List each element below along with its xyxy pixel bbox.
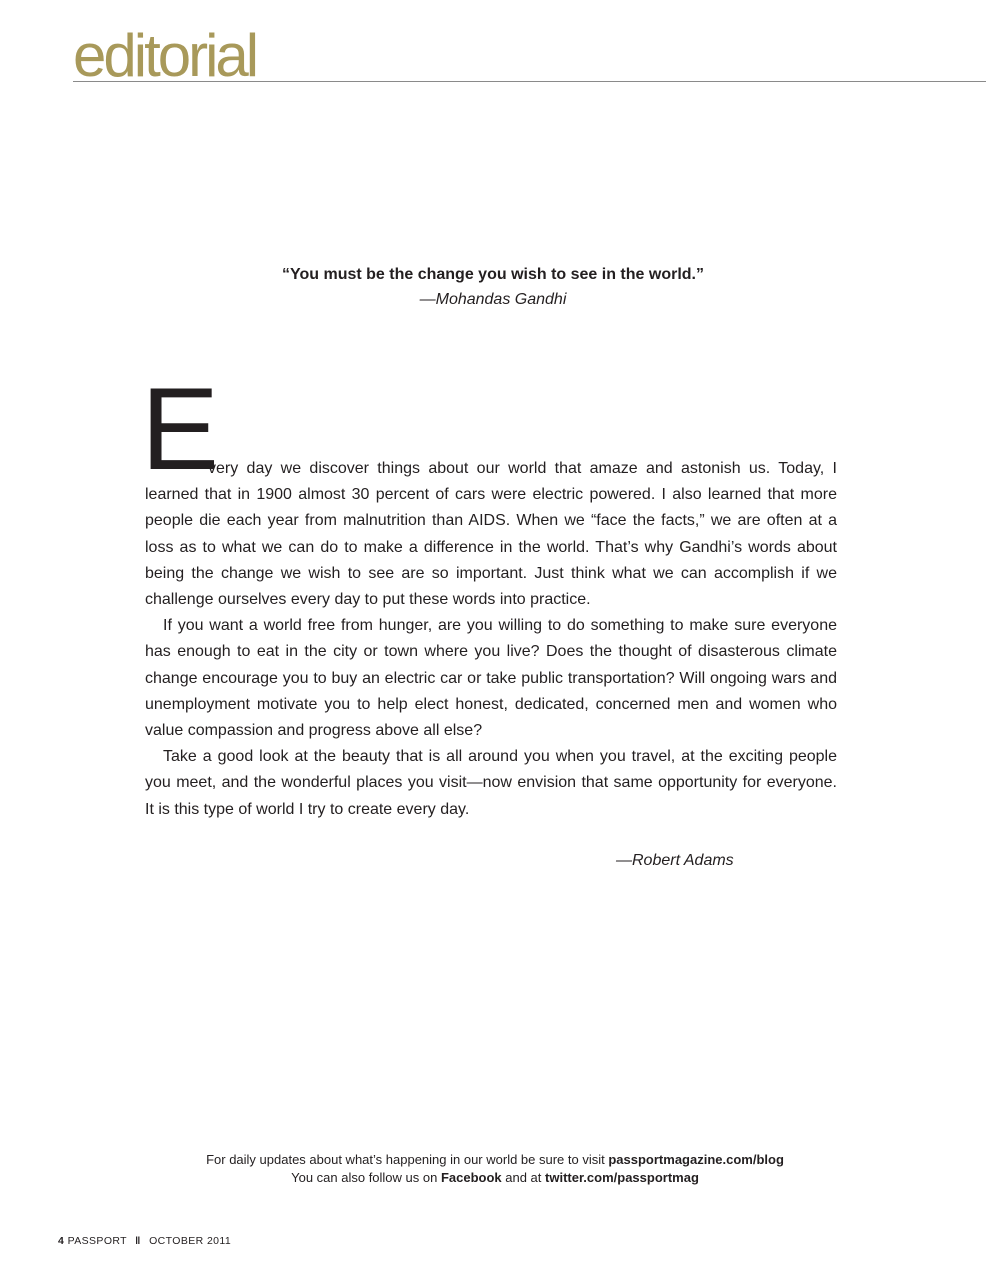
promo-line-1-text: For daily updates about what’s happening in our world be sure to visit <box>206 1152 609 1167</box>
twitter-link[interactable]: twitter.com/passportmag <box>545 1170 699 1185</box>
epigraph-quote: “You must be the change you wish to see in the world.” <box>282 266 704 283</box>
epigraph <box>0 263 986 313</box>
paragraph-3: Take a good look at the beauty that is all around you when you travel, at the exciting people you meet, and the wonderful places you visit—now envision that same opportunity for everyone. It is this type of world I try to create every day. <box>145 748 837 818</box>
epigraph-attribution: —Mohandas Gandhi <box>419 291 567 308</box>
section-title: editorial <box>73 22 257 89</box>
paragraph-1 <box>141 363 837 613</box>
paragraph-1-text: very day we discover things about our world that amaze and astonish us. Today, I learned that in 1900 almost 30 percent of cars were electric powered. I also learned that more people die each year from malnutrition than AIDS. When we “face the facts,” we are often at a loss as to what we can do to make a difference in the world. That’s why Gandhi’s words about being the change we wish to see are so important. Just think what we can accomplish if we challenge ourselves every day to put these words into practice. <box>145 460 837 609</box>
promo-line-2-mid: and at <box>501 1170 546 1185</box>
blog-link[interactable]: passportmagazine.com/blog <box>608 1152 784 1167</box>
paragraph-2: If you want a world free from hunger, are you willing to do something to make sure everyone has enough to eat in the city or town where you live? Does the thought of disasterous climate change encourage you to buy an electric car or take public transportation? Will ongoing wars and unemployment motivate you to help elect honest, dedicated, concerned men and women who value compassion and progress above all else? <box>145 617 837 740</box>
author-signature: —Robert Adams <box>616 852 734 869</box>
issue-date: OCTOBER 2011 <box>149 1235 232 1247</box>
folio-separator: ‖ <box>135 1235 141 1247</box>
page-number: 4 <box>58 1235 65 1247</box>
title-rule <box>73 81 986 82</box>
article-body <box>141 363 837 823</box>
promo-box <box>0 1151 986 1187</box>
promo-line-1 <box>0 1151 986 1169</box>
promo-line-2 <box>0 1169 986 1187</box>
page-folio <box>58 1235 231 1247</box>
drop-cap: E <box>141 363 220 494</box>
magazine-name: PASSPORT <box>67 1235 127 1247</box>
promo-line-2-pre: You can also follow us on <box>291 1170 441 1185</box>
facebook-link[interactable]: Facebook <box>440 1170 502 1185</box>
